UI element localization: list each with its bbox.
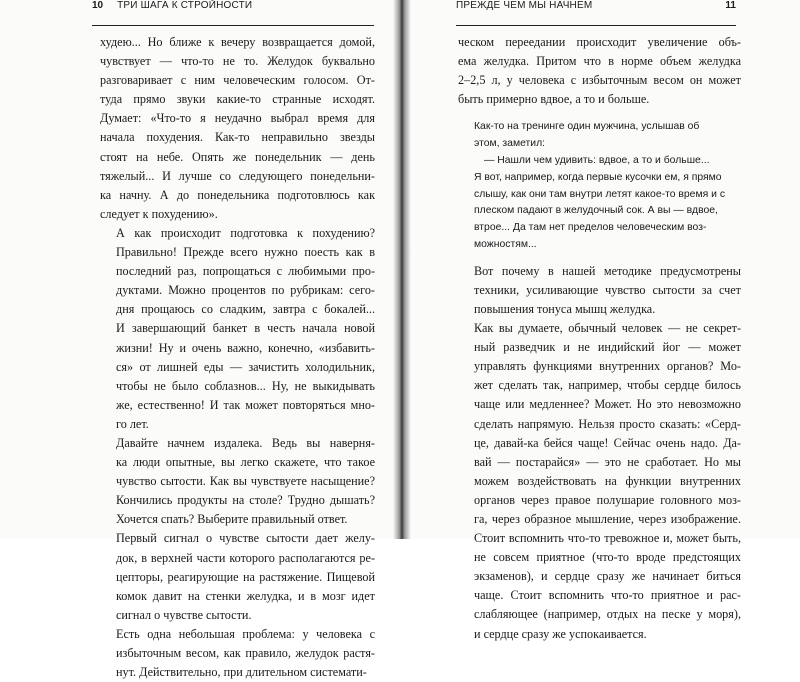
box-text-line: можностям... [474, 238, 537, 250]
right-header-rule [456, 25, 736, 26]
text-line: же, естественно! И так может повторяться мно- [116, 397, 375, 412]
text-line: худею... Но ближе к вечеру возвращается домой, [100, 35, 375, 49]
text-line: стоят на небе. Опять же понедельник — день [100, 149, 375, 164]
text-line: туда прямо звуки какие-то странные исходят. [100, 92, 375, 107]
text-line: повышения тонуса мышц желудка. [474, 301, 656, 316]
text-line: разговаривает с ним человеческим голосом. От- [100, 73, 375, 88]
text-line: цепторы, реагирующие на растяжение. Пищевой [116, 569, 375, 584]
text-line: избыточным весом, как правило, желудок растя- [116, 646, 375, 660]
text-line: Давайте начнем издалека. Ведь вы наверня- [116, 435, 375, 450]
paragraph [100, 529, 375, 624]
paragraph [458, 319, 741, 644]
text-line: док, в верхней части которого располагаются ре- [116, 550, 375, 565]
left-page-number: 10 [92, 0, 104, 11]
text-line: Думает: «Что-то я неудачно выбрал время для [100, 111, 375, 126]
box-text-line: втрое... Да там нет пределов человеческим воз- [474, 222, 707, 234]
text-line: следует к похудению». [100, 206, 218, 221]
text-line: вай — постарайся» — это не сработает. Но мы [474, 454, 741, 469]
text-line: ный разведчик и не индийский йог — может [474, 340, 741, 355]
anecdote-box [460, 119, 741, 253]
text-line: можем воздействовать на функции внутренних [474, 473, 741, 488]
right-running-title: ПРЕЖДЕ ЧЕМ МЫ НАЧНЕМ [456, 0, 593, 11]
text-line: чувство сытости. Как вы чувствуете насыщение? [116, 474, 375, 489]
text-line: ческом переедании происходит увеличение объ- [458, 35, 741, 49]
text-line: тяжелый... И лучше со следующего понедельни- [100, 168, 375, 183]
text-line: ка начну. А до понедельника подготовлюсь как [100, 187, 375, 202]
box-text-line: Как-то на тренинге один мужчина, услышав об [474, 121, 700, 133]
paragraph [458, 33, 741, 109]
box-text-line: этом, заметил: [474, 138, 546, 150]
text-line: последний раз, попрощаться с любимыми про- [116, 264, 375, 279]
text-line: Хочется спать? Выберите правильный ответ. [116, 512, 348, 527]
box-text-line: Я вот, например, когда первые кусочки ем, я прямо [474, 171, 722, 183]
text-line: дуктами. Можно процентов по рубрикам: сего- [116, 283, 375, 298]
text-line: жизни! Ну и очень важно, конечно, «избавить- [116, 340, 375, 355]
paragraph [100, 33, 375, 224]
text-line: ема желудка. Притом что в норме объем желудка [458, 54, 741, 69]
text-line: 2–2,5 л, у человека с избыточным весом он может [458, 73, 741, 88]
left-text-column [100, 33, 375, 682]
left-running-title: ТРИ ШАГА К СТРОЙНОСТИ [117, 0, 253, 11]
left-page [0, 0, 400, 680]
text-line: органов через правое полушарие головного моз- [474, 492, 741, 507]
book-gutter [393, 0, 411, 539]
text-line: дня прощаюсь со сладким, завтра с бокалей... [116, 302, 375, 317]
text-line: сделать напрямую. Нельзя просто сказать: «Серд- [474, 416, 741, 431]
text-line: Кончились продукты на столе? Трудно дышать? [116, 493, 375, 508]
right-page-number: 11 [725, 0, 736, 11]
text-line: А как происходит подготовка к похудению? [116, 225, 375, 240]
paragraph [458, 262, 741, 319]
text-line: техники, усиливающие чувство сытости за счет [474, 282, 741, 297]
right-page [402, 0, 800, 641]
text-line: и сердце сразу же успокаивается. [474, 626, 647, 641]
left-page-header [92, 0, 374, 26]
right-page-header [456, 0, 736, 26]
paragraph [100, 625, 375, 682]
left-header-rule [92, 25, 374, 26]
right-text-column [458, 33, 741, 644]
text-line: це, давай-ка бейся чаще! Сейчас очень надо. Да- [474, 435, 741, 450]
box-text-line: плеском падают в желудочный сок. А вы — вдвое, [474, 205, 718, 217]
text-line: чтобы не было соблазнов... Ну, не выкидывать [116, 378, 375, 393]
text-line: га, через образное мышление, через изображение. [474, 511, 741, 526]
text-line: жет сделать так, например, чтобы сердце билось [474, 378, 741, 393]
text-line: управлять функциями внутренних органов? Мо- [474, 359, 741, 374]
text-line: Вот почему в нашей методике предусмотрены [474, 263, 741, 278]
text-line: чувствует — что-то не то. Желудок буквально [100, 54, 375, 69]
text-line: И завершающий банкет в честь начала новой [116, 321, 375, 336]
text-line: нут. Действительно, при длительном системати- [116, 665, 367, 680]
text-line: начала похудения. Как-то неправильно звезды [100, 130, 375, 145]
text-line: ся» от лишней еды — зачистить холодильник, [116, 359, 375, 374]
text-line: комок давит на стенки желудка, и в мозг идет [116, 588, 375, 603]
text-line: го лет. [116, 416, 149, 431]
text-line: быть примерно вдвое, а то и больше. [458, 92, 650, 107]
text-line: Первый сигнал о чувстве сытости дает желу- [116, 531, 375, 546]
paragraph [100, 224, 375, 434]
box-text-line: — Нашли чем удивить: вдвое, а то и больше... [484, 154, 710, 166]
text-line: Как вы думаете, обычный человек — не секрет- [474, 321, 741, 336]
right-top-paragraph [458, 33, 741, 109]
text-line: чаще. Стоит вспомнить что-то приятное и рас- [474, 588, 741, 603]
text-line: Стоит вспомнить что-то тревожное и, может быть, [474, 531, 741, 546]
text-line: Есть одна небольшая проблема: у человека с [116, 626, 375, 641]
text-line: Правильно! Прежде всего нужно поесть как в [116, 245, 375, 260]
text-line: экзаменов), и сердце сразу же начинает биться [474, 569, 741, 584]
paragraph [100, 434, 375, 529]
text-line: чаще или медленнее? Может. Но это невозможно [474, 397, 741, 412]
right-body-paragraphs [458, 262, 741, 644]
text-line: ка люди опытные, вы легко скажете, что такое [116, 455, 375, 470]
text-line: не совсем приятное (что-то вроде предстоящих [474, 550, 741, 565]
text-line: слабляющее (например, отдых на песке у моря), [474, 607, 741, 622]
box-text-line: слышу, как они там внутри летят какое-то время и с [474, 188, 726, 200]
text-line: сигнал о чувстве сытости. [116, 607, 252, 622]
